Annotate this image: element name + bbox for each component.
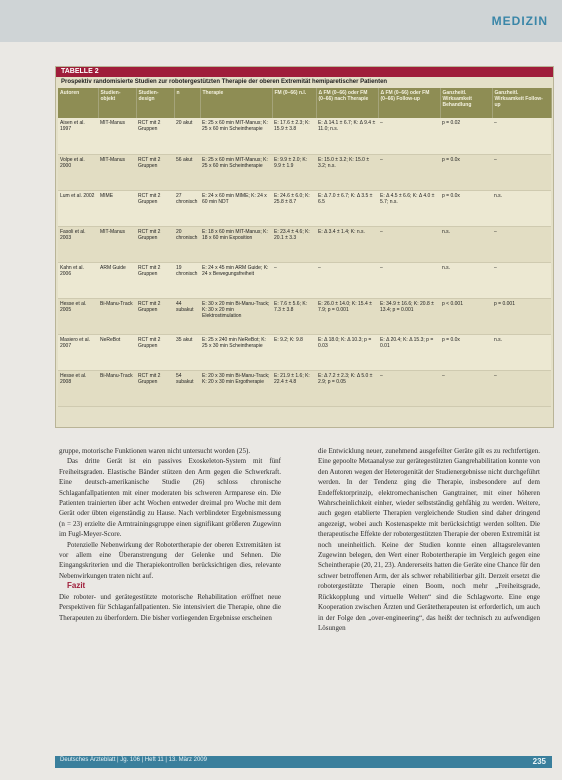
- table-row: [58, 370, 551, 406]
- table-cell: Bi-Manu-Track: [98, 370, 136, 406]
- paragraph: Potenzielle Nebenwirkung der Robotertherapie der oberen Extremitäten ist vor allem eine Überanstrengung der Gelenke und Sehnen. Die Eingangskriterien und die Therapiekontrollen berücksichtigen dies, relevante Nebenwirkungen traten nicht auf.: [59, 540, 281, 580]
- table-cell: p = 0.0x: [440, 334, 492, 370]
- table-cell: –: [492, 118, 551, 154]
- table-cell: Lum et al. 2002: [58, 190, 98, 226]
- table-cell: E: 18 x 60 min MIT-Manus; K: 18 x 60 min Exposition: [200, 226, 272, 262]
- table-cell: E: Δ 3.4 ± 1.4; K: n.s.: [316, 226, 378, 262]
- fazit-heading: Fazit: [67, 581, 86, 591]
- table-cell: E: 15.0 ± 3.2; K: 15.0 ± 3.2; n.s.: [316, 154, 378, 190]
- table-cell: –: [272, 262, 316, 298]
- table-cell: Kahn et al. 2006: [58, 262, 98, 298]
- table-cell: p = 0.0x: [440, 154, 492, 190]
- journal-citation: Deutsches Ärzteblatt | Jg. 106 | Heft 11 | 13. März 2009: [60, 757, 207, 763]
- table-cell: E: 34.9 ± 16.6; K: 20.8 ± 13.4; p = 0.001: [378, 298, 440, 334]
- table-cell: –: [378, 370, 440, 406]
- table-cell: 20 chronisch: [174, 226, 200, 262]
- column-header: n: [174, 88, 200, 118]
- table-cell: n.s.: [440, 226, 492, 262]
- column-header: Ganzheitl. Wirksamkeit Follow-up: [492, 88, 551, 118]
- column-header: Δ FM (0–66) oder FM (0–66) Follow-up: [378, 88, 440, 118]
- table-cell: E: 26.0 ± 14.0; K: 15.4 ± 7.9; p = 0.001: [316, 298, 378, 334]
- column-header: Ganzheitl. Wirksamkeit Behandlung: [440, 88, 492, 118]
- table-cell: E: Δ 18.0; K: Δ 10.3; p = 0.03: [316, 334, 378, 370]
- table-cell: p < 0.001: [440, 298, 492, 334]
- table-cell: 44 subakut: [174, 298, 200, 334]
- paragraph: Das dritte Gerät ist ein passives Exoskeleton-System mit fünf Freiheitsgraden. Elastische Bänder stützen den Arm gegen die Schwerkraft. Eine deutsch-amerikanische Studie (26) schloss chronische Schlaganfallpatienten mit einer moderaten bis schweren Armparese ein. Die Patienten trainierten über acht Wochen entweder dreimal pro Woche mit dem Gerät oder übten eigenständig zu Hause. Nach verblindeter Ergebnismessung (n = 23) erzielte die Armtrainingsgruppe einen signifikant größeren Zugewinn im Fugl-Meyer-Score.: [59, 457, 281, 539]
- table-cell: E: 7.6 ± 5.6; K: 7.3 ± 3.8: [272, 298, 316, 334]
- table-cell: –: [378, 226, 440, 262]
- table-cell: E: 23.4 ± 4.6; K: 20.1 ± 3.3: [272, 226, 316, 262]
- table-cell: E: 24 x 45 min ARM Guide; K: 24 x Bewegungsfreiheit: [200, 262, 272, 298]
- table-cell: E: 30 x 20 min Bi-Manu-Track; K: 30 x 20 min Elektrostimulation: [200, 298, 272, 334]
- table-row: [58, 118, 551, 154]
- table-cell: MIT-Manus: [98, 226, 136, 262]
- header-band: [0, 0, 562, 42]
- table-cell: –: [316, 262, 378, 298]
- table-label: TABELLE 2: [56, 67, 553, 77]
- table-cell: E: 24 x 60 min MIME; K: 24 x 60 min NDT: [200, 190, 272, 226]
- table-cell: 35 akut: [174, 334, 200, 370]
- table-row: [58, 190, 551, 226]
- table-cell: Fasoli et al. 2003: [58, 226, 98, 262]
- data-table: [58, 88, 552, 407]
- column-header: FM (0–66) n.I.: [272, 88, 316, 118]
- table-cell: MIT-Manus: [98, 154, 136, 190]
- table-cell: E: 9.2; K: 9.8: [272, 334, 316, 370]
- table-cell: E: Δ 7.2 ± 2.3; K: Δ 5.0 ± 2.9; p = 0.05: [316, 370, 378, 406]
- table-cell: 54 subakut: [174, 370, 200, 406]
- study-table: [55, 66, 554, 428]
- table-cell: –: [440, 370, 492, 406]
- table-cell: RCT mit 2 Gruppen: [136, 190, 174, 226]
- table-row: [58, 262, 551, 298]
- table-row: [58, 226, 551, 262]
- table-cell: RCT mit 2 Gruppen: [136, 334, 174, 370]
- table-cell: E: 17.6 ± 2.3; K: 15.9 ± 3.8: [272, 118, 316, 154]
- page-number: 235: [532, 757, 546, 766]
- table-cell: E: 9.9 ± 2.0; K: 9.9 ± 1.9: [272, 154, 316, 190]
- table-cell: 19 chronisch: [174, 262, 200, 298]
- table-cell: 27 chronisch: [174, 190, 200, 226]
- table-row: [58, 154, 551, 190]
- column-header: Therapie: [200, 88, 272, 118]
- table-cell: –: [378, 118, 440, 154]
- table-cell: p = 0.0x: [440, 190, 492, 226]
- table-cell: E: 25 x 60 min MIT-Manus; K: 25 x 60 min Scheintherapie: [200, 154, 272, 190]
- table-cell: E: 24.6 ± 6.0; K: 25.8 ± 8.7: [272, 190, 316, 226]
- table-cell: E: Δ 7.0 ± 6.7; K: Δ 3.5 ± 6.5: [316, 190, 378, 226]
- column-header: Autoren: [58, 88, 98, 118]
- table-cell: –: [492, 154, 551, 190]
- table-cell: Aisen et al. 1997: [58, 118, 98, 154]
- table-cell: ARM Guide: [98, 262, 136, 298]
- table-cell: –: [492, 226, 551, 262]
- table-cell: E: 25 x 240 min NeReBot; K: 25 x 30 min Scheintherapie: [200, 334, 272, 370]
- table-cell: MIME: [98, 190, 136, 226]
- table-cell: RCT mit 2 Gruppen: [136, 370, 174, 406]
- table-cell: Hesse et al. 2005: [58, 298, 98, 334]
- column-header: Δ FM (0–66) oder FM (0–66) nach Therapie: [316, 88, 378, 118]
- paragraph: gruppe, motorische Funktionen waren nicht untersucht worden (25).: [59, 447, 251, 455]
- table-cell: 20 akut: [174, 118, 200, 154]
- paragraph: Die roboter- und gerätegestützte motorische Rehabilitation eröffnet neue Perspektiven für Schlaganfallpatienten. Sie intensiviert die Therapie, ohne die Therapeuten zu überfordern. Die bisher vorliegenden Ergebnisse erscheinen: [59, 592, 281, 622]
- table-cell: E: 20 x 30 min Bi-Manu-Track; K: 20 x 30 min Ergotherapie: [200, 370, 272, 406]
- table-cell: –: [378, 262, 440, 298]
- text-column-left: [59, 446, 281, 623]
- table-cell: E: Δ 20.4; K: Δ 15.3; p = 0.01: [378, 334, 440, 370]
- table-cell: –: [492, 370, 551, 406]
- table-cell: Volpe et al. 2000: [58, 154, 98, 190]
- table-cell: Bi-Manu-Track: [98, 298, 136, 334]
- table-cell: Masiero et al. 2007: [58, 334, 98, 370]
- table-row: [58, 298, 551, 334]
- table-cell: n.s.: [492, 190, 551, 226]
- table-row: [58, 334, 551, 370]
- table-cell: E: 25 x 60 min MIT-Manus; K: 25 x 60 min Scheintherapie: [200, 118, 272, 154]
- table-cell: n.s.: [440, 262, 492, 298]
- table-cell: Hesse et al. 2008: [58, 370, 98, 406]
- table-header-row: [58, 88, 551, 118]
- table-cell: NeReBot: [98, 334, 136, 370]
- table-cell: RCT mit 2 Gruppen: [136, 262, 174, 298]
- section-label: MEDIZIN: [491, 14, 548, 28]
- table-body: [58, 118, 551, 406]
- table-cell: –: [492, 262, 551, 298]
- footer-bar: [55, 756, 552, 768]
- paragraph: die Entwicklung neuer, zunehmend ausgefeilter Geräte gilt es zu rechtfertigen. Eine gepoolte Metaanalyse zur gerätegestützten Gangrehabilitation konnte von den Autoren wegen der Heterogenität der Studienergebnisse nicht durchgeführt werden. In der Tendenz ging die Therapie, insbesondere auf dem Endeffektorprinzip, elektromechanischen Gangtrainer, mit einer höheren Wahrscheinlichkeit einher, wieder selbstständig gehfähig zu werden. Weitere, auch gegen etablierte Therapien vergleichende Studien sind daher dringend angezeigt, wobei auch Kostenaspekte mit berücksichtigt werden sollten. Die therapeutische Effekte der robotergestützten Therapie der oberen Extremität ist noch uneinheitlich. Keine der Studien konnte einen alltagsrelevanten Zugewinn belegen, den Wert einer Robotertherapie im Vergleich gegen eine Scheintherapie (20, 21, 23). Andererseits hatten die Geräte eine Chance für den schwer betroffenen Arm, der als schwer rehabilitierbar gilt. Derzeit ersetzt die robotergestützte Therapie einen Boom, noch mehr „Freiheitsgrade, Rückkopplung und virtuelle Welten“ sind die Schlagworte. Eine enge Kooperation zwischen Ärzten und Gerätetherapeuten ist erforderlich, um auch in der Folge den „over-engineering“, das heißt der technisch zu aufwendigen Lösungen: [318, 447, 540, 632]
- table-cell: RCT mit 2 Gruppen: [136, 226, 174, 262]
- table-cell: RCT mit 2 Gruppen: [136, 154, 174, 190]
- table-cell: –: [378, 154, 440, 190]
- table-cell: MIT-Manus: [98, 118, 136, 154]
- table-cell: E: Δ 4.5 ± 6.6; K: Δ 4.0 ± 5.7; n.s.: [378, 190, 440, 226]
- table-cell: p = 0.001: [492, 298, 551, 334]
- table-cell: RCT mit 2 Gruppen: [136, 118, 174, 154]
- table-cell: E: 21.9 ± 1.6; K: 22.4 ± 4.8: [272, 370, 316, 406]
- table-cell: 56 akut: [174, 154, 200, 190]
- table-cell: RCT mit 2 Gruppen: [136, 298, 174, 334]
- text-column-right: [318, 446, 540, 633]
- column-header: Studien-design: [136, 88, 174, 118]
- table-cell: p = 0.02: [440, 118, 492, 154]
- table-title: Prospektiv randomisierte Studien zur robotergestützten Therapie der oberen Extremität hemiparetischer Patienten: [61, 79, 388, 85]
- column-header: Studien-objekt: [98, 88, 136, 118]
- table-cell: n.s.: [492, 334, 551, 370]
- table-cell: E: Δ 14.1 ± 6.7; K: Δ 9.4 ± 11.0; n.s.: [316, 118, 378, 154]
